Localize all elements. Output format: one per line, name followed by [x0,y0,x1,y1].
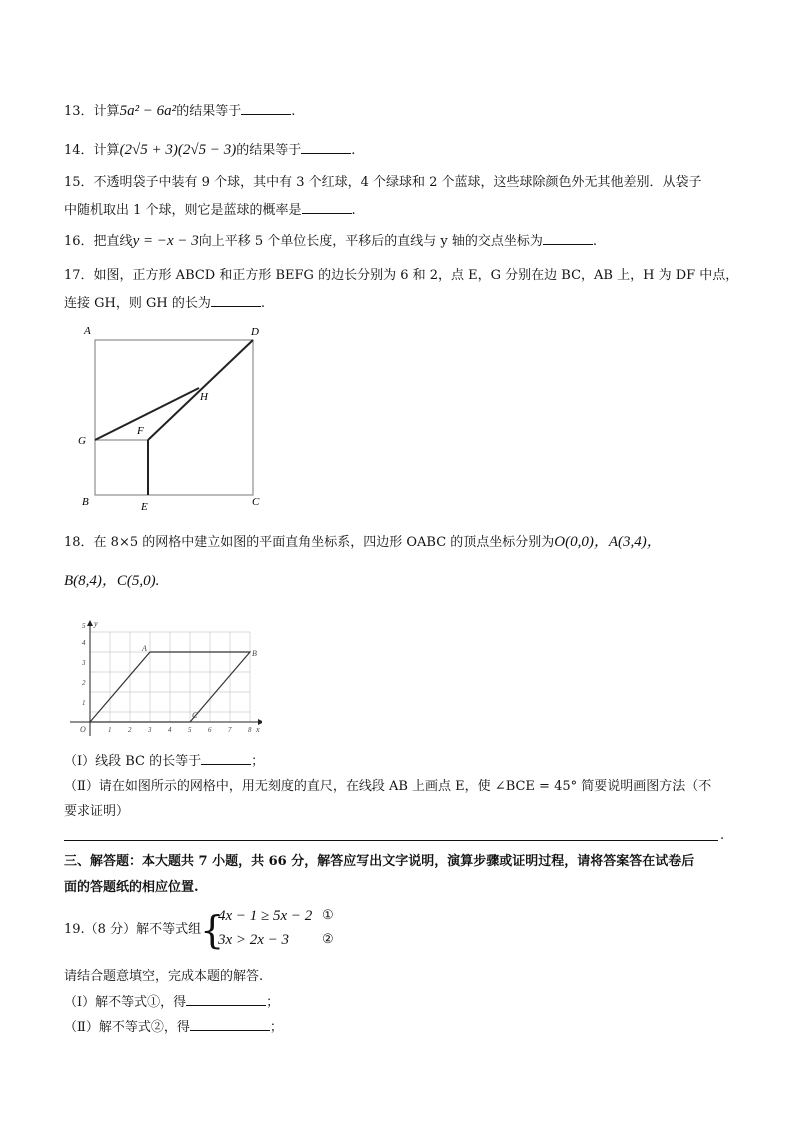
q13-number: 13． [64,104,94,119]
xtick-3: 3 [148,726,152,734]
q19-prompt: 请结合题意填空，完成本题的解答. [64,969,264,984]
q19-part2-text: （Ⅱ）解不等式②，得 [64,1020,190,1035]
label-h: H [200,391,208,403]
question-17-line1: 17．如图，正方形 ABCD 和正方形 BEFG 的边长分别为 6 和 2，点 E，G 分别在边 BC，AB 上，H 为 DF 中点， [64,268,739,283]
ytick-4: 4 [82,639,86,647]
q18-text: 18．在 8×5 的网格中建立如图的平面直角坐标系，四边形 OABC 的顶点坐标分别为 [64,535,555,550]
question-14 [64,139,355,161]
q19-inequality-2: 3x > 2x − 3 [218,932,290,948]
label-o: O [80,725,86,734]
q14-answer-blank[interactable] [301,139,351,154]
q18-part2-line2: 要求证明） [64,804,130,819]
xtick-4: 4 [168,726,172,734]
q18-coord-a: A(3,4)， [608,534,662,550]
q18-coord-c: C(5,0). [116,573,160,589]
q18-coord-b: B(8,4)， [64,573,117,589]
q13-end: . [291,104,296,119]
q19-part1-blank[interactable] [186,991,266,1006]
q19-part1 [64,991,279,1013]
q18-part2-line1: （Ⅱ）请在如图所示的网格中，用无刻度的直尺，在线段 AB 上画点 E，使 ∠BCE = 45° 简要说明画图方法（不 [64,779,712,794]
q13-prefix: 计算 [93,104,120,119]
q19-part2 [64,1016,283,1038]
q16-number: 16． [64,234,94,249]
q18-part1-blank[interactable] [201,750,251,765]
label-c: C [252,496,260,508]
ytick-1: 1 [82,699,86,707]
xtick-2: 2 [128,726,132,734]
q15-end: . [351,203,356,218]
q19-part2-end: ； [269,1020,283,1035]
xtick-6: 6 [208,726,212,734]
q13-expression: 5a² − 6a² [119,103,177,119]
q15-text: 中随机取出 1 个球，则它是蓝球的概率是 [64,203,302,218]
q19-part1-text: （Ⅰ）解不等式①，得 [64,995,187,1010]
q18-grid-figure [62,618,262,743]
q17-square-figure [70,320,270,515]
label-b: B [82,496,89,508]
q14-number: 14． [64,143,94,158]
x-axis-label: x [256,725,260,734]
q17-text: 连接 GH，则 GH 的长为 [64,296,211,311]
xtick-8: 8 [248,726,252,734]
q19-part2-blank[interactable] [190,1016,270,1031]
q16-end: . [592,234,598,249]
q14-end: . [351,143,356,158]
q19-brace: { [200,908,225,952]
grid-lines [90,632,250,722]
y-axis-arrow [87,620,93,626]
q15-answer-blank[interactable] [302,199,352,214]
q17-end: . [260,296,265,311]
xtick-5: 5 [188,726,192,734]
q16-prefix: 把直线 [93,234,133,249]
ytick-3: 3 [82,659,86,667]
label-a-grid: A [142,644,147,653]
question-15-line1: 15．不透明袋子中装有 9 个球，其中有 3 个红球，4 个绿球和 2 个蓝球，这些球除颜色外无其他差别．从袋子 [64,175,702,190]
xtick-1: 1 [108,726,112,734]
q18-coord-o: O(0,0)， [554,534,609,550]
label-c-grid: C [192,711,198,720]
q14-suffix: 的结果等于 [236,143,302,158]
segment-gh [95,388,199,440]
q16-expression: y = −x − 3 [132,233,199,249]
question-15-line2 [64,199,356,221]
question-13 [64,100,295,122]
q13-suffix: 的结果等于 [176,104,242,119]
q16-answer-blank[interactable] [543,230,593,245]
xtick-7: 7 [228,726,232,734]
q13-answer-blank[interactable] [241,100,291,115]
ytick-2: 2 [82,679,86,687]
q19-mark-2: ② [322,932,334,947]
q19-heading: 19.（8 分）解不等式组 [64,922,202,937]
question-18-line2 [64,571,159,592]
question-16 [64,230,597,252]
q14-expression: (2√5 + 3)(2√5 − 3) [119,142,237,158]
q14-prefix: 计算 [93,143,120,158]
question-17-line2 [64,292,265,314]
q18-part1-text: （Ⅰ）线段 BC 的长等于 [64,754,202,769]
q18-part1-end: ； [251,754,265,769]
q16-suffix: 向上平移 5 个单位长度，平移后的直线与 y 轴的交点坐标为 [198,234,543,249]
ytick-5: 5 [82,622,86,630]
label-d: D [251,326,259,338]
label-b-grid: B [252,649,257,658]
label-f: F [137,425,144,437]
label-g: G [78,435,86,447]
label-e: E [141,501,148,513]
q18-part1 [64,750,264,772]
y-axis-label: y [94,619,98,628]
q18-answer-line[interactable] [64,840,718,841]
label-a: A [84,325,91,337]
section-3-heading-line2: 面的答题纸的相应位置. [64,880,199,895]
section-3-heading-line1: 三、解答题：本大题共 7 小题，共 66 分，解答应写出文字说明，演算步骤或证明过程，请将答案答在试卷后 [64,854,695,869]
q17-answer-blank[interactable] [211,292,261,307]
q18-answer-end: . [720,828,725,843]
segment-fd [148,340,253,440]
q19-mark-1: ① [322,908,334,923]
q19-inequality-1: 4x − 1 ≥ 5x − 2 [218,908,313,924]
q19-part1-end: ； [266,995,280,1010]
question-18-line1 [64,532,662,553]
